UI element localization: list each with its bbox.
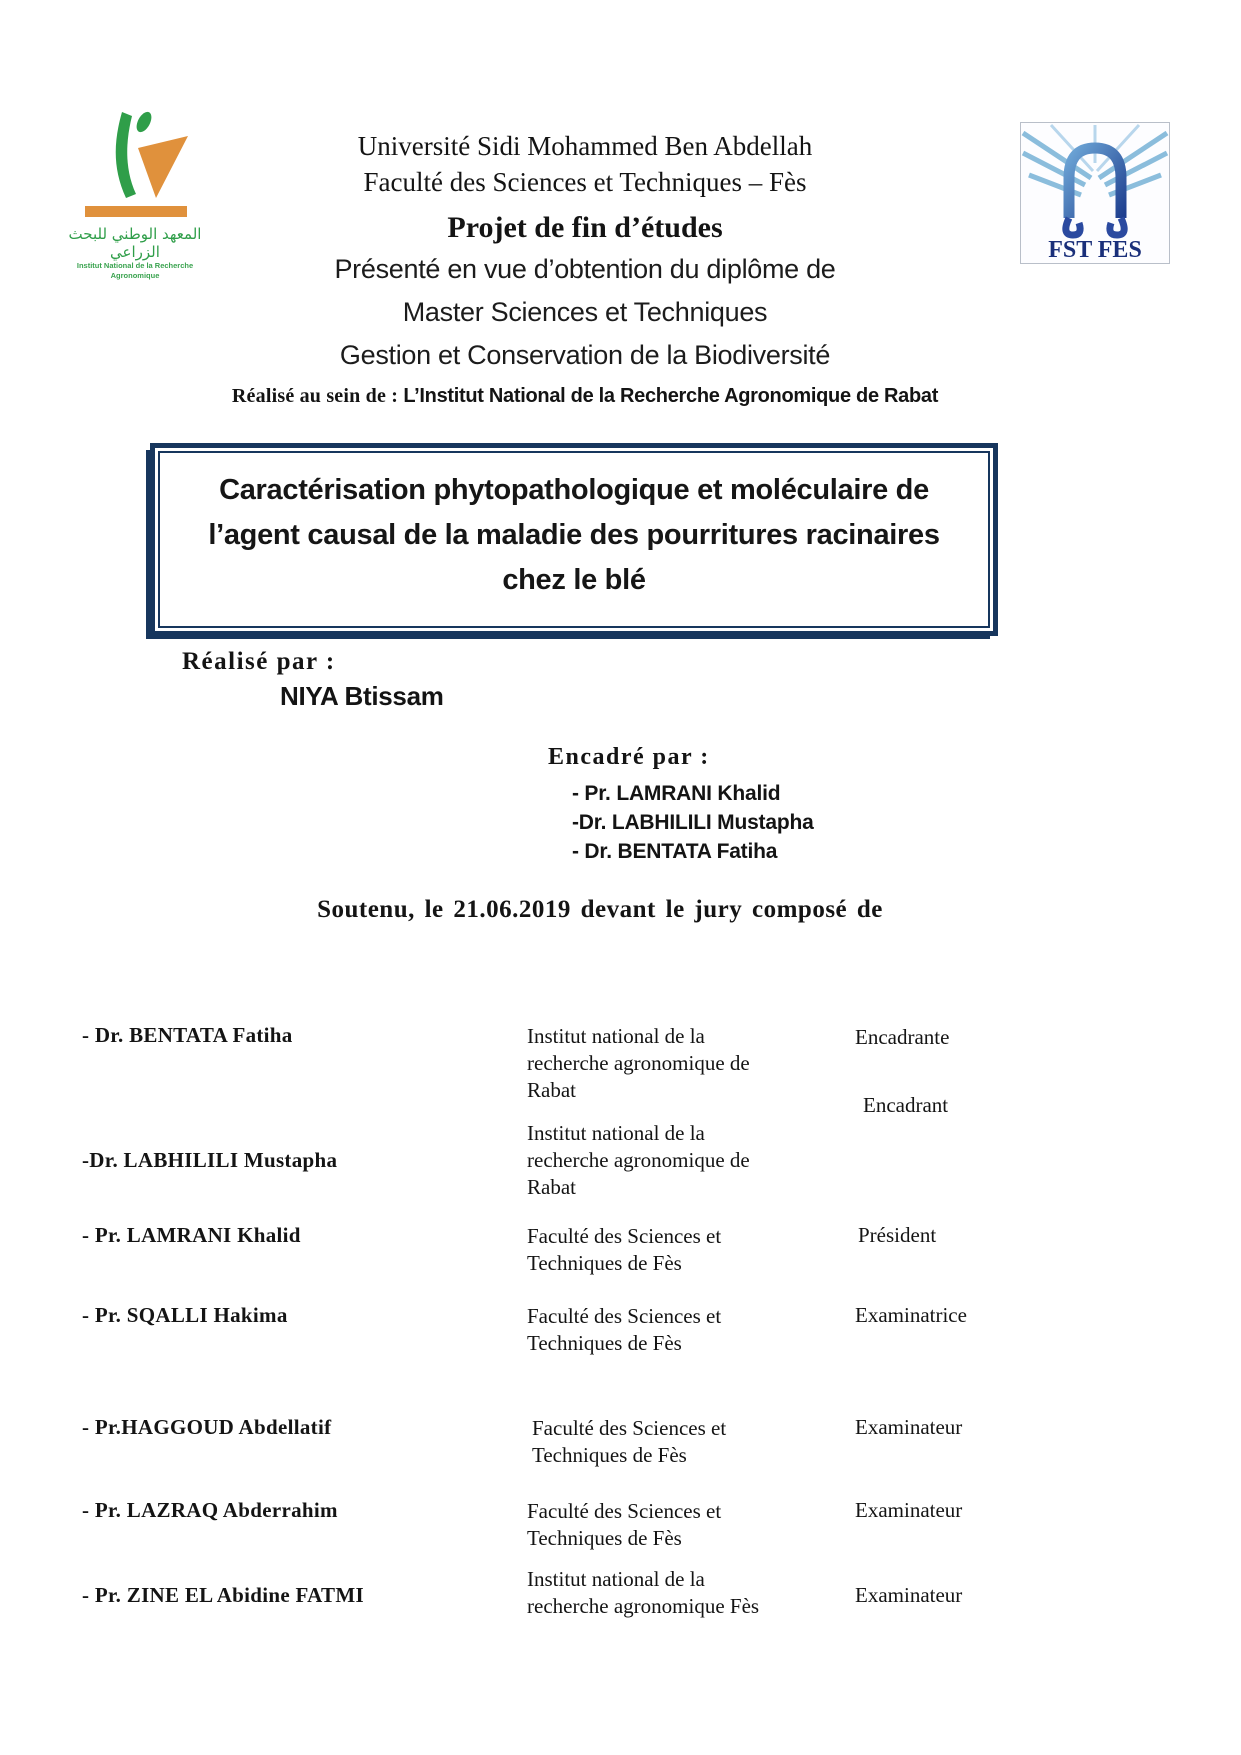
fst-fes-logo	[1020, 122, 1170, 264]
jury-member-name: - Pr. SQALLI Hakima	[82, 1303, 288, 1327]
author-name: NIYA Btissam	[280, 681, 444, 711]
host-value: L’Institut National de la Recherche Agronomique de Rabat	[403, 385, 939, 407]
supervisor-item: - Pr. LAMRANI Khalid	[572, 782, 781, 805]
jury-member-affiliation: Faculté des Sciences et Techniques de Fès	[532, 1416, 727, 1467]
jury-member-affiliation: Faculté des Sciences et Techniques de Fès	[527, 1224, 722, 1275]
jury-member-role: Examinatrice	[855, 1303, 967, 1327]
university-name: Université Sidi Mohammed Ben Abdellah	[357, 131, 813, 161]
jury-member-role: Président	[858, 1223, 937, 1247]
jury-member-role: Encadrant	[863, 1093, 949, 1117]
supervisors-label: Encadré par :	[548, 744, 710, 770]
jury-member-role: Encadrante	[855, 1025, 950, 1049]
presented-line: Présenté en vue d’obtention du diplôme de	[334, 254, 836, 284]
supervisor-item: -Dr. LABHILILI Mustapha	[572, 811, 814, 834]
thesis-title-box	[150, 443, 998, 636]
defense-statement: Soutenu, le 21.06.2019 devant le jury composé de	[317, 896, 883, 923]
fst-fes-logo-icon	[1021, 123, 1169, 263]
jury-member-role: Examinateur	[855, 1415, 963, 1439]
degree-line: Master Sciences et Techniques	[402, 297, 768, 327]
supervisors-list	[572, 779, 814, 866]
faculty-name: Faculté des Sciences et Techniques – Fès	[363, 167, 807, 197]
header-block	[170, 128, 1000, 408]
jury-member-name: -Dr. LABHILILI Mustapha	[82, 1148, 338, 1172]
jury-member-name: - Pr. LAMRANI Khalid	[82, 1223, 301, 1247]
jury-member-role: Examinateur	[855, 1498, 963, 1522]
jury-member-name: - Pr.HAGGOUD Abdellatif	[82, 1415, 332, 1439]
inra-french-name: Institut National de la Recherche Agronomique	[76, 261, 194, 280]
thesis-title: Caractérisation phytopathologique et moléculaire de l’agent causal de la maladie des pourritures racinaires chez le blé	[208, 474, 940, 596]
jury-member-affiliation: Institut national de la recherche agronomique de Rabat	[527, 1121, 750, 1199]
host-line	[170, 385, 1000, 408]
host-label: Réalisé au sein de :	[231, 385, 399, 407]
fst-fes-caption: FST FES	[1048, 237, 1142, 263]
jury-member-affiliation: Institut national de la recherche agronomique de Rabat	[527, 1024, 750, 1102]
author-label: Réalisé par :	[182, 648, 336, 675]
jury-member-affiliation: Institut national de la recherche agronomique Fès	[527, 1567, 760, 1618]
specialty-line: Gestion et Conservation de la Biodiversité	[339, 340, 831, 370]
jury-member-name: - Dr. BENTATA Fatiha	[82, 1023, 293, 1047]
jury-member-name: - Pr. LAZRAQ Abderrahim	[82, 1498, 338, 1522]
jury-member-affiliation: Faculté des Sciences et Techniques de Fès	[527, 1499, 722, 1550]
inra-arabic-name: المعهد الوطني للبحث الزراعي	[68, 225, 202, 261]
supervisor-item: - Dr. BENTATA Fatiha	[572, 840, 778, 863]
jury-member-role: Examinateur	[855, 1583, 963, 1607]
jury-member-affiliation: Faculté des Sciences et Techniques de Fès	[527, 1304, 722, 1355]
project-type: Projet de fin d’études	[447, 211, 723, 244]
jury-member-name: - Pr. ZINE EL Abidine FATMI	[82, 1583, 364, 1607]
